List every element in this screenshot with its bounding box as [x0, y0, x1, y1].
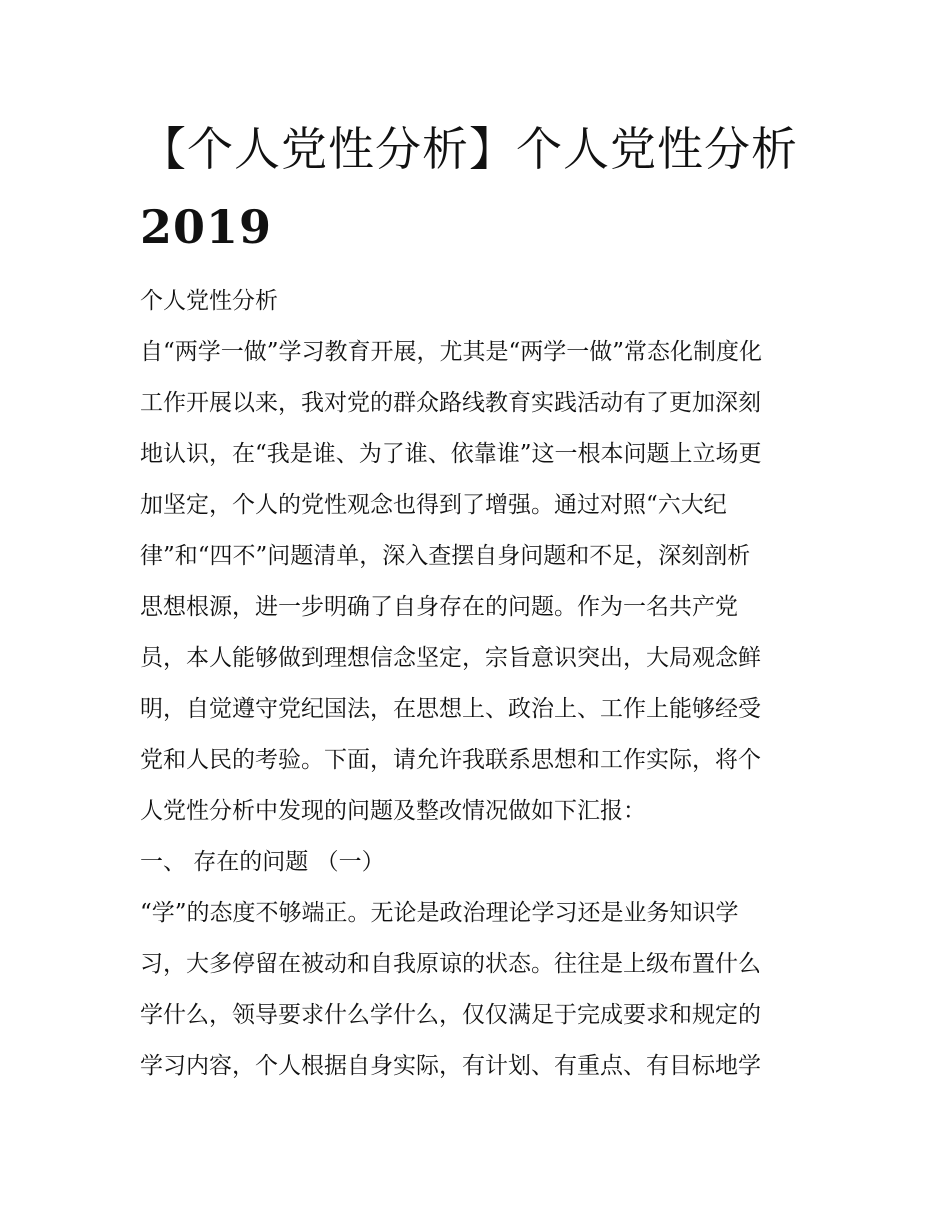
section-heading: 一、 存在的问题 （一）	[140, 849, 385, 875]
body-line: 工作开展以来，我对党的群众路线教育实践活动有了更加深刻	[140, 390, 761, 416]
body-line: 习，大多停留在被动和自我原谅的状态。往往是上级布置什么	[140, 951, 761, 977]
body-line: 地认识，在“我是谁、为了谁、依靠谁”这一根本问题上立场更	[140, 441, 762, 467]
document-title	[140, 110, 812, 266]
body-line: “学”的态度不够端正。无论是政治理论学习还是业务知识学	[140, 900, 739, 926]
document-page	[140, 110, 812, 1092]
body-line: 律”和“四不”问题清单，深入查摆自身问题和不足，深刻剖析	[140, 543, 751, 569]
title-year: 2019	[140, 200, 273, 254]
body-line: 人党性分析中发现的问题及整改情况做如下汇报：	[140, 798, 646, 824]
body-line: 党和人民的考验。下面，请允许我联系思想和工作实际，将个	[140, 747, 761, 773]
document-body	[140, 327, 812, 1092]
body-line: 思想根源，进一步明确了自身存在的问题。作为一名共产党	[140, 594, 738, 620]
body-line: 学习内容，个人根据自身实际，有计划、有重点、有目标地学	[140, 1053, 761, 1079]
body-line: 员，本人能够做到理想信念坚定，宗旨意识突出，大局观念鲜	[140, 645, 761, 671]
body-line: 自“两学一做”学习教育开展，尤其是“两学一做”常态化制度化	[140, 339, 763, 365]
body-line: 学什么，领导要求什么学什么，仅仅满足于完成要求和规定的	[140, 1002, 761, 1028]
title-main-text: 【个人党性分析】个人党性分析	[140, 122, 798, 176]
document-subtitle: 个人党性分析	[140, 288, 278, 314]
body-line: 明，自觉遵守党纪国法，在思想上、政治上、工作上能够经受	[140, 696, 761, 722]
body-line: 加坚定，个人的党性观念也得到了增强。通过对照“六大纪	[140, 492, 727, 518]
